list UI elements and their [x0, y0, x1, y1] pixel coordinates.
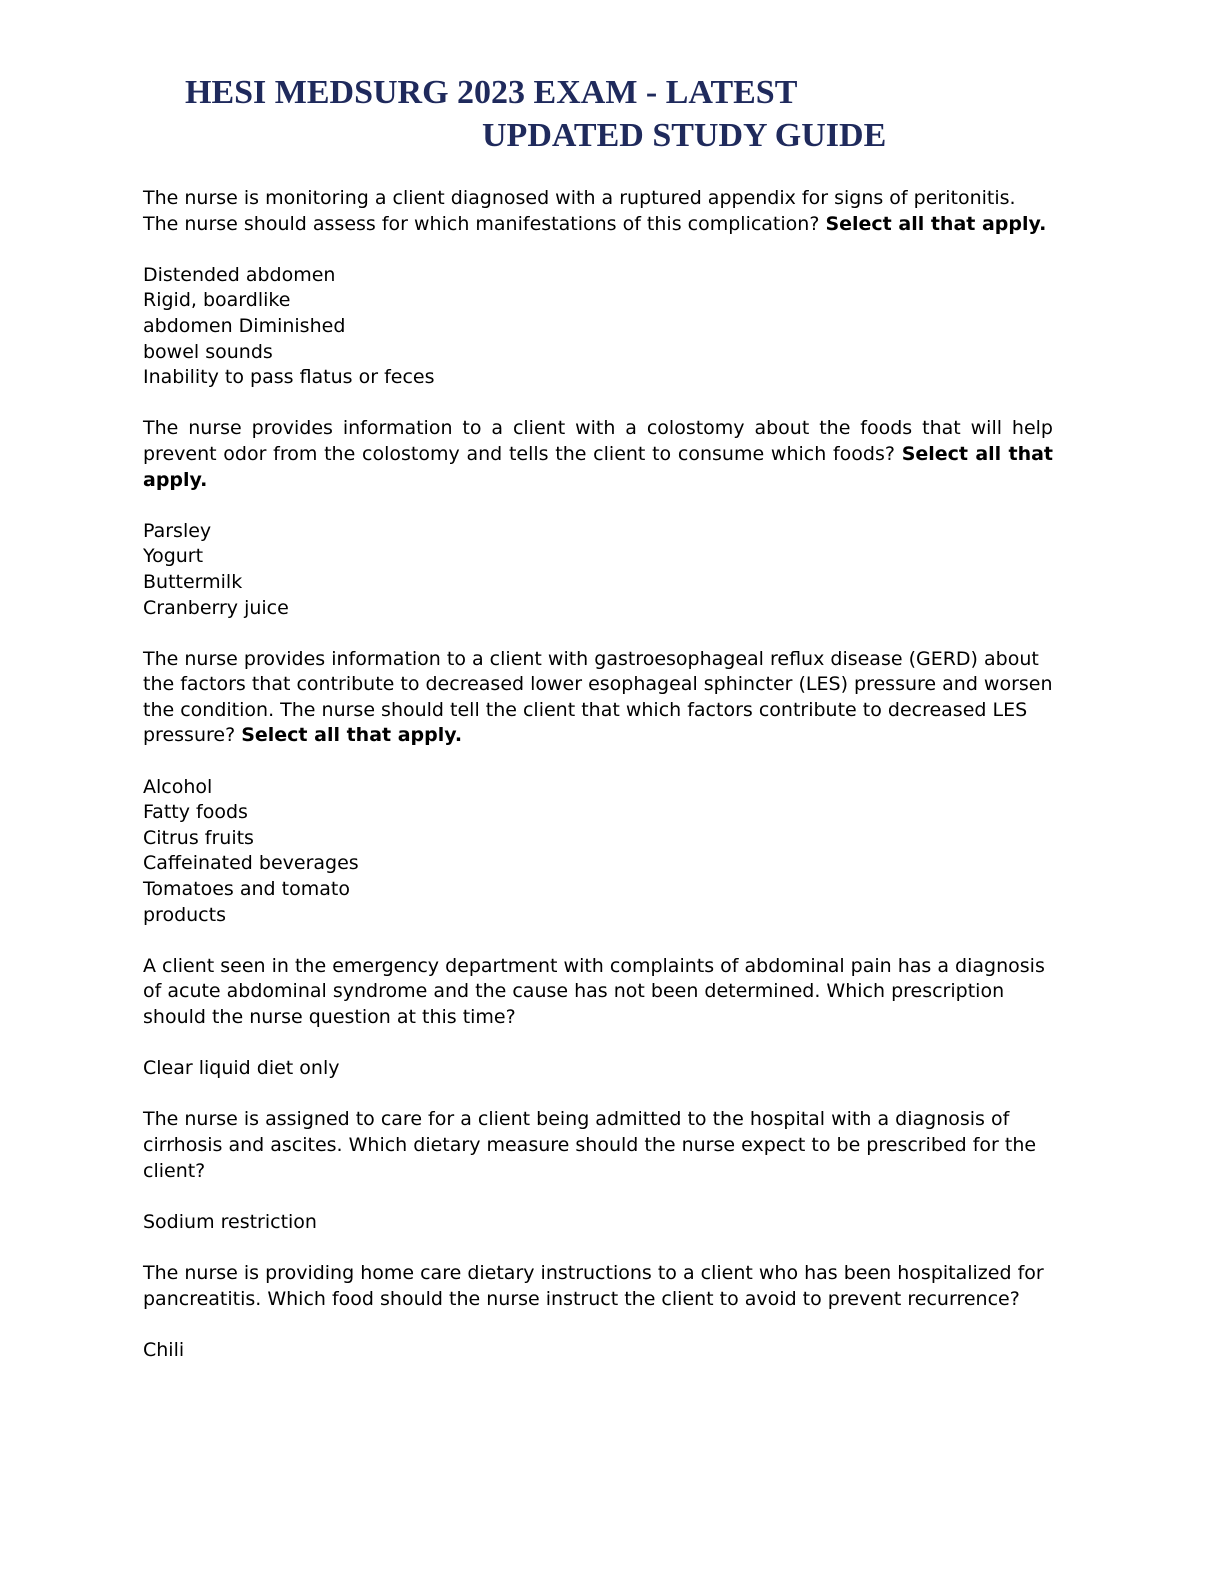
question-text: [143, 1107, 1053, 1184]
document-title-line-2: UPDATED STUDY GUIDE: [482, 117, 887, 154]
answer-item: Clear liquid diet only: [143, 1057, 340, 1080]
select-all-instruction: Select all that apply.: [241, 724, 463, 747]
question-stem: The nurse provides information to a client with gastroesophageal reflux disease (GERD) about the factors that contribute to decreased lower esophageal sphincter (LES) pressure and worsen the condition. The nurse should tell the client that which factors contribute to decreased LES pressure?: [143, 647, 1053, 747]
question-text: [143, 416, 1053, 493]
answer-item: abdomen Diminished: [143, 314, 346, 337]
answer-item: Chili: [143, 1338, 185, 1361]
answer-item: Caffeinated beverages: [143, 852, 359, 875]
answer-item: Tomatoes and tomato: [143, 878, 350, 901]
answer-list: [143, 519, 1053, 621]
question-stem: The nurse is providing home care dietary instructions to a client who has been hospitalized for pancreatitis. Which food should the nurse instruct the client to avoid to prevent recurrence?: [143, 1261, 1044, 1310]
answer-item: Distended abdomen: [143, 263, 336, 286]
answer-item: Rigid, boardlike: [143, 289, 291, 312]
answer-item: Inability to pass flatus or feces: [143, 366, 435, 389]
question-stem: The nurse is assigned to care for a client being admitted to the hospital with a diagnosis of cirrhosis and ascites. Which dietary measure should the nurse expect to be prescribed for the client?: [143, 1108, 1037, 1182]
answer-item: bowel sounds: [143, 340, 273, 363]
answer-list: [143, 1056, 1053, 1082]
question-stem: The nurse provides information to a client with a colostomy about the foods that will help prevent odor from the colostomy and tells the client to consume which foods?: [143, 417, 1053, 465]
answer-list: [143, 1210, 1053, 1236]
answer-item: Sodium restriction: [143, 1210, 317, 1233]
answer-item: Buttermilk: [143, 570, 243, 593]
answer-item: products: [143, 903, 226, 926]
answer-list: [143, 1338, 1053, 1364]
question-stem: The nurse is monitoring a client diagnosed with a ruptured appendix for signs of peritonitis. The nurse should assess for which manifestations of this complication?: [143, 187, 1016, 235]
answer-item: Parsley: [143, 519, 212, 542]
question-text: [143, 1261, 1053, 1312]
question-text: [143, 647, 1053, 749]
answer-item: Yogurt: [143, 545, 204, 568]
document-title-line-1: HESI MEDSURG 2023 EXAM - LATEST: [185, 74, 798, 111]
answer-item: Cranberry juice: [143, 596, 289, 619]
answer-item: Fatty foods: [143, 801, 248, 824]
select-all-instruction: Select all that apply.: [825, 212, 1047, 235]
question-text: [143, 186, 1053, 237]
answer-list: [143, 775, 1053, 929]
answer-item: Alcohol: [143, 775, 213, 798]
answer-item: Citrus fruits: [143, 826, 254, 849]
question-text: [143, 954, 1053, 1031]
select-all-instruction: Select all that apply.: [143, 442, 1053, 491]
question-stem: A client seen in the emergency department with complaints of abdominal pain has a diagnosis of acute abdominal syndrome and the cause has not been determined. Which prescription should the nurse question at this time?: [143, 954, 1045, 1028]
document-body: [143, 186, 1053, 1389]
answer-list: [143, 263, 1053, 391]
